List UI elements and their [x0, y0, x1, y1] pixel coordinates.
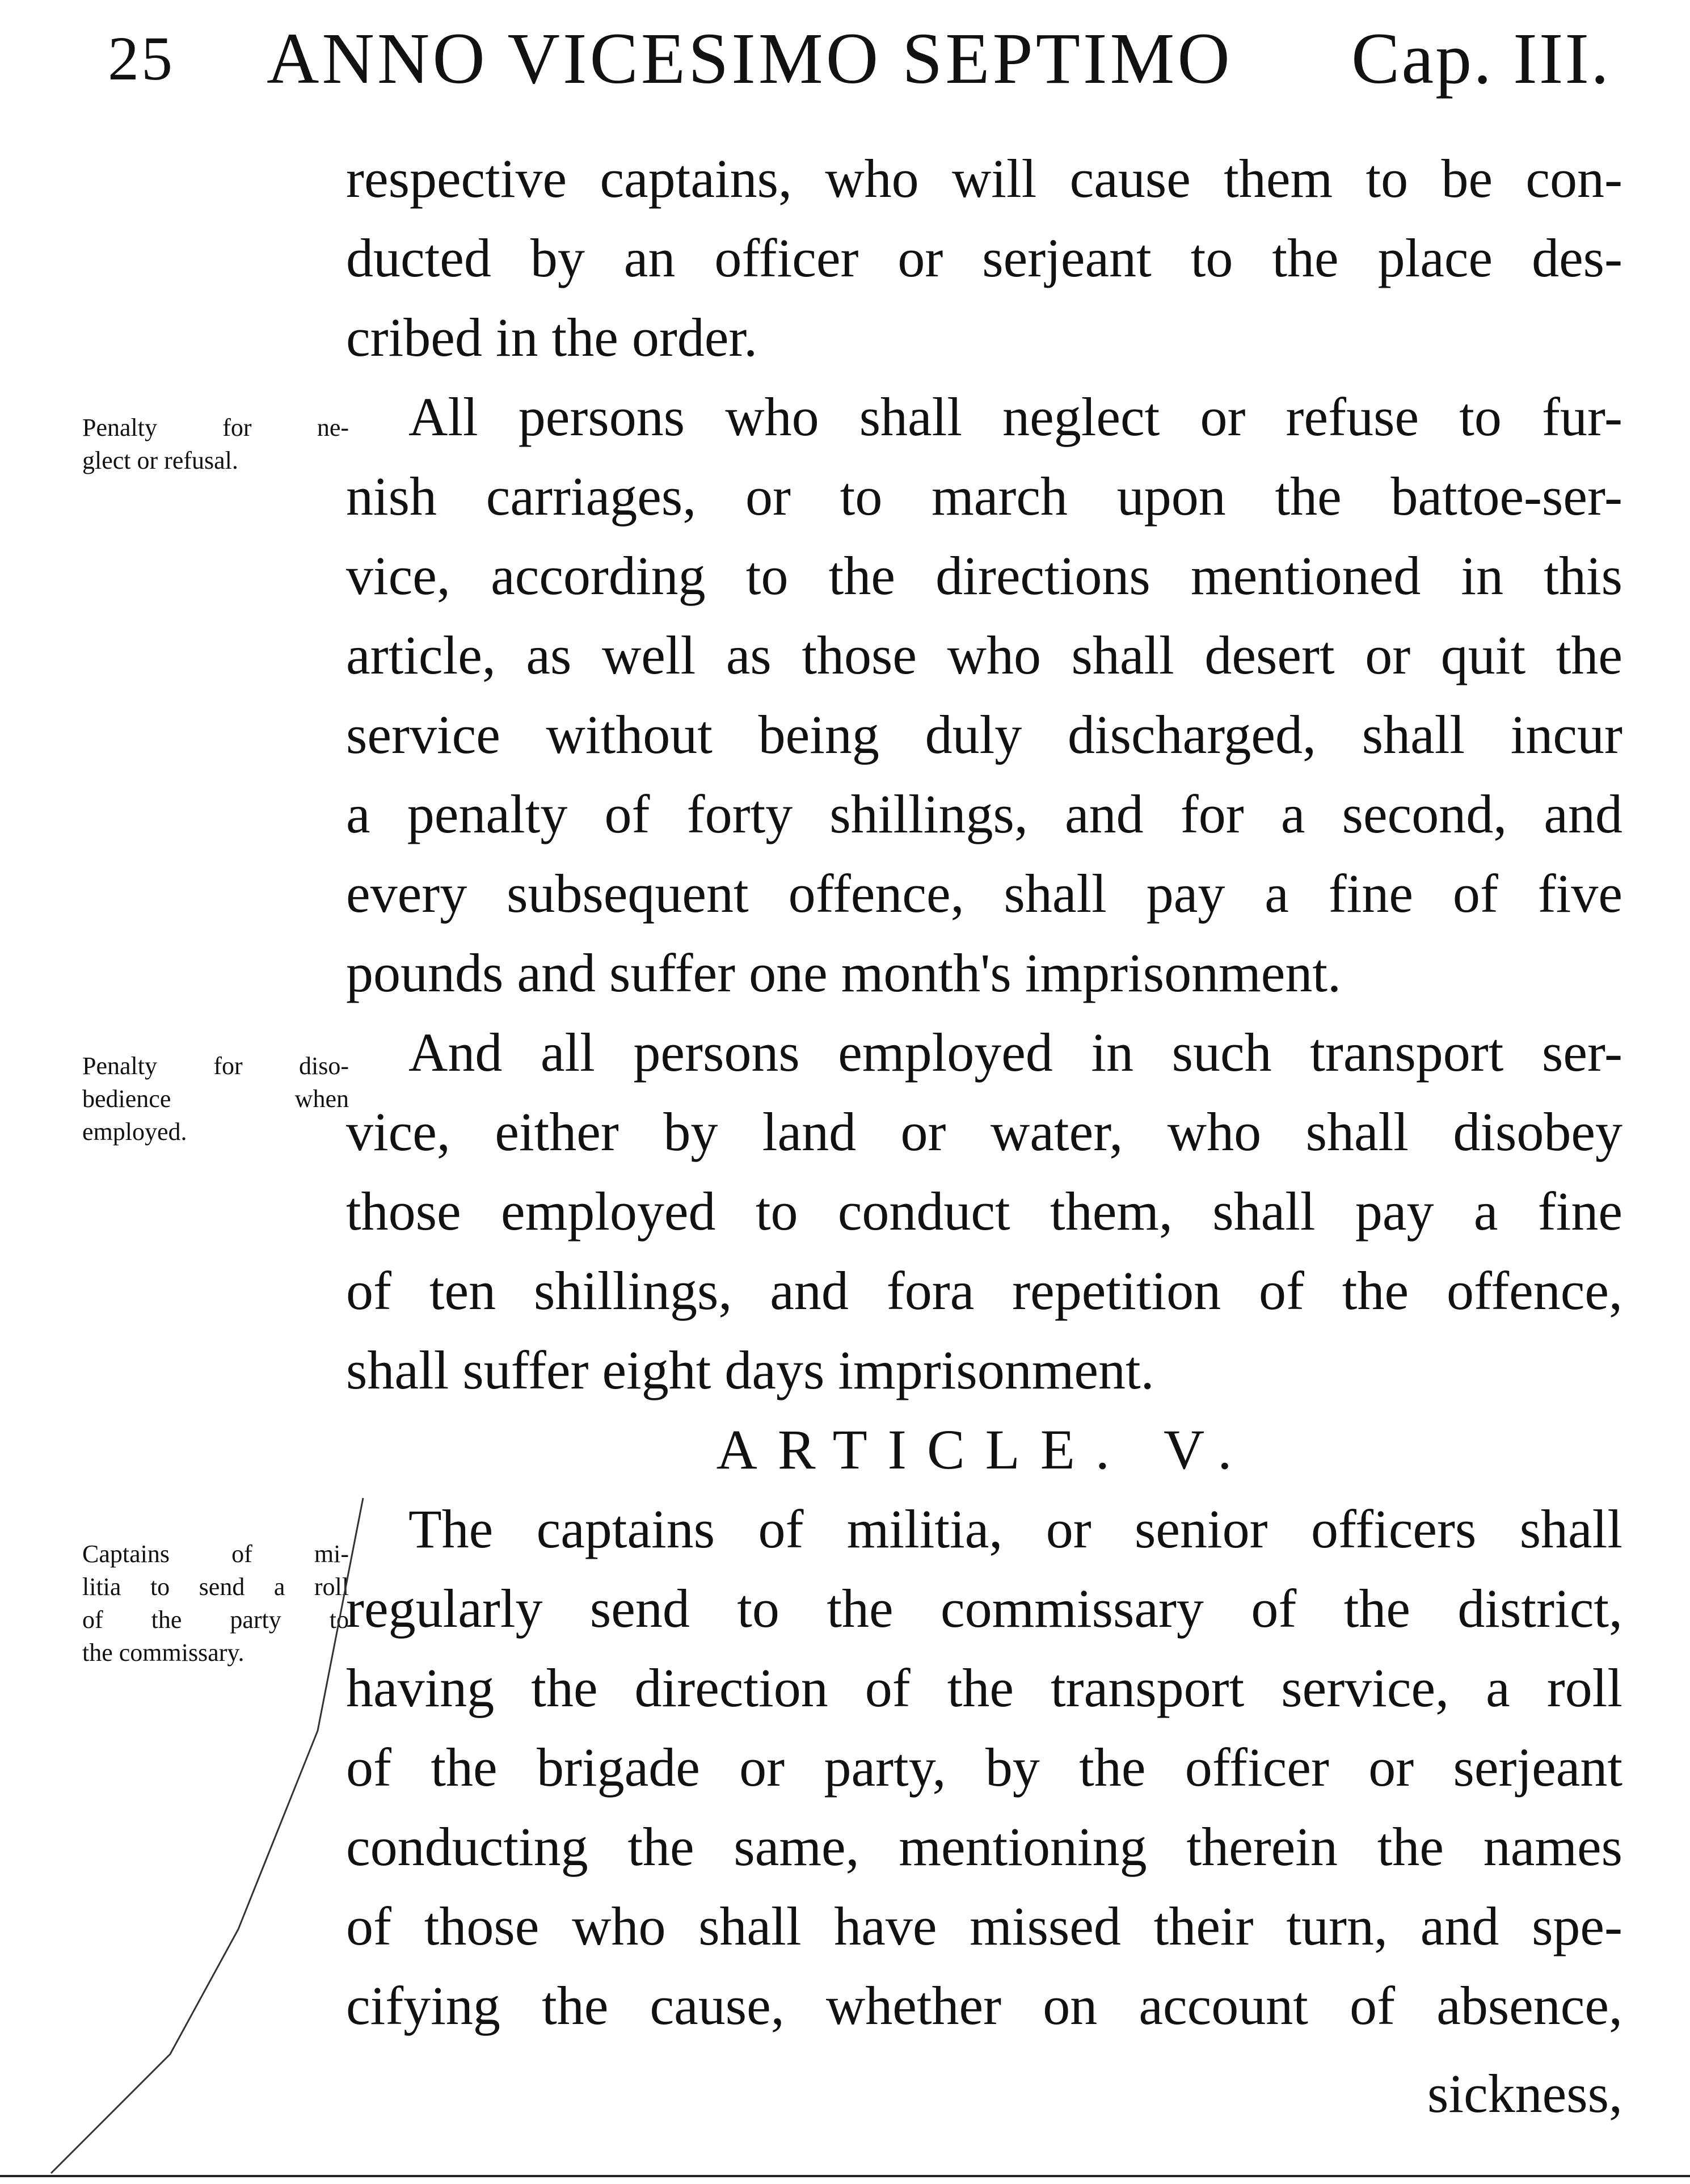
text-line: every subsequent offence, shall pay a fine of five: [346, 863, 1622, 924]
margin-note-neglect: [82, 411, 349, 477]
text-line: ducted by an officer or serjeant to the place des-: [346, 228, 1622, 288]
page-number: 25: [108, 24, 175, 93]
text-line: respective captains, who will cause them to be con-: [346, 148, 1622, 209]
margin-note-line: bedience when: [82, 1085, 349, 1113]
chapter-label: Cap. III.: [1351, 18, 1611, 99]
article-heading: ARTICLE. V.: [716, 1418, 1253, 1481]
text-line: a penalty of forty shillings, and for a second, and: [346, 784, 1622, 844]
text-line: And all persons employed in such transport ser-: [408, 1022, 1622, 1083]
margin-note-line: litia to send a roll: [82, 1573, 349, 1601]
text-line: having the direction of the transport service, a roll: [346, 1657, 1622, 1718]
margin-note-line: Captains of mi-: [82, 1540, 349, 1568]
text-line: pounds and suffer one month's imprisonment.: [346, 942, 1342, 1003]
margin-note-line: Penalty for diso-: [82, 1052, 349, 1080]
margin-note-roll: [82, 1538, 349, 1669]
text-line: article, as well as those who shall desert or quit the: [346, 625, 1622, 685]
text-line: cribed in the order.: [346, 307, 758, 368]
margin-note-disobedience: [82, 1050, 349, 1148]
margin-note-line: glect or refusal.: [82, 447, 238, 474]
text-line: of those who shall have missed their turn, and spe-: [346, 1896, 1622, 1956]
text-line: nish carriages, or to march upon the battoe-ser-: [346, 466, 1622, 527]
text-line: All persons who shall neglect or refuse to fur-: [408, 386, 1622, 447]
running-head: [108, 17, 1611, 102]
text-line: those employed to conduct them, shall pay a fine: [346, 1181, 1622, 1242]
text-line: of the brigade or party, by the officer or serjeant: [346, 1737, 1622, 1798]
margin-note-line: of the party to: [82, 1606, 349, 1634]
margin-note-line: Penalty for ne-: [82, 414, 349, 441]
text-line: service without being duly discharged, shall incur: [346, 704, 1622, 765]
text-line: regularly send to the commissary of the district,: [346, 1578, 1622, 1639]
text-line: shall suffer eight days imprisonment.: [346, 1340, 1154, 1400]
margin-note-line: employed.: [82, 1118, 187, 1146]
text-line: The captains of militia, or senior officers shall: [408, 1499, 1622, 1559]
text-line: cifying the cause, whether on account of absence,: [346, 1975, 1622, 2036]
text-line: vice, according to the directions mentioned in this: [346, 545, 1622, 606]
running-title: ANNO VICESIMO SEPTIMO: [267, 18, 1233, 99]
catchword: sickness,: [1427, 2063, 1622, 2124]
text-line: vice, either by land or water, who shall disobey: [346, 1101, 1622, 1162]
text-line: conducting the same, mentioning therein the names: [346, 1816, 1622, 1877]
text-line: of ten shillings, and fora repetition of the offence,: [346, 1260, 1622, 1321]
margin-note-line: the commissary.: [82, 1639, 245, 1667]
